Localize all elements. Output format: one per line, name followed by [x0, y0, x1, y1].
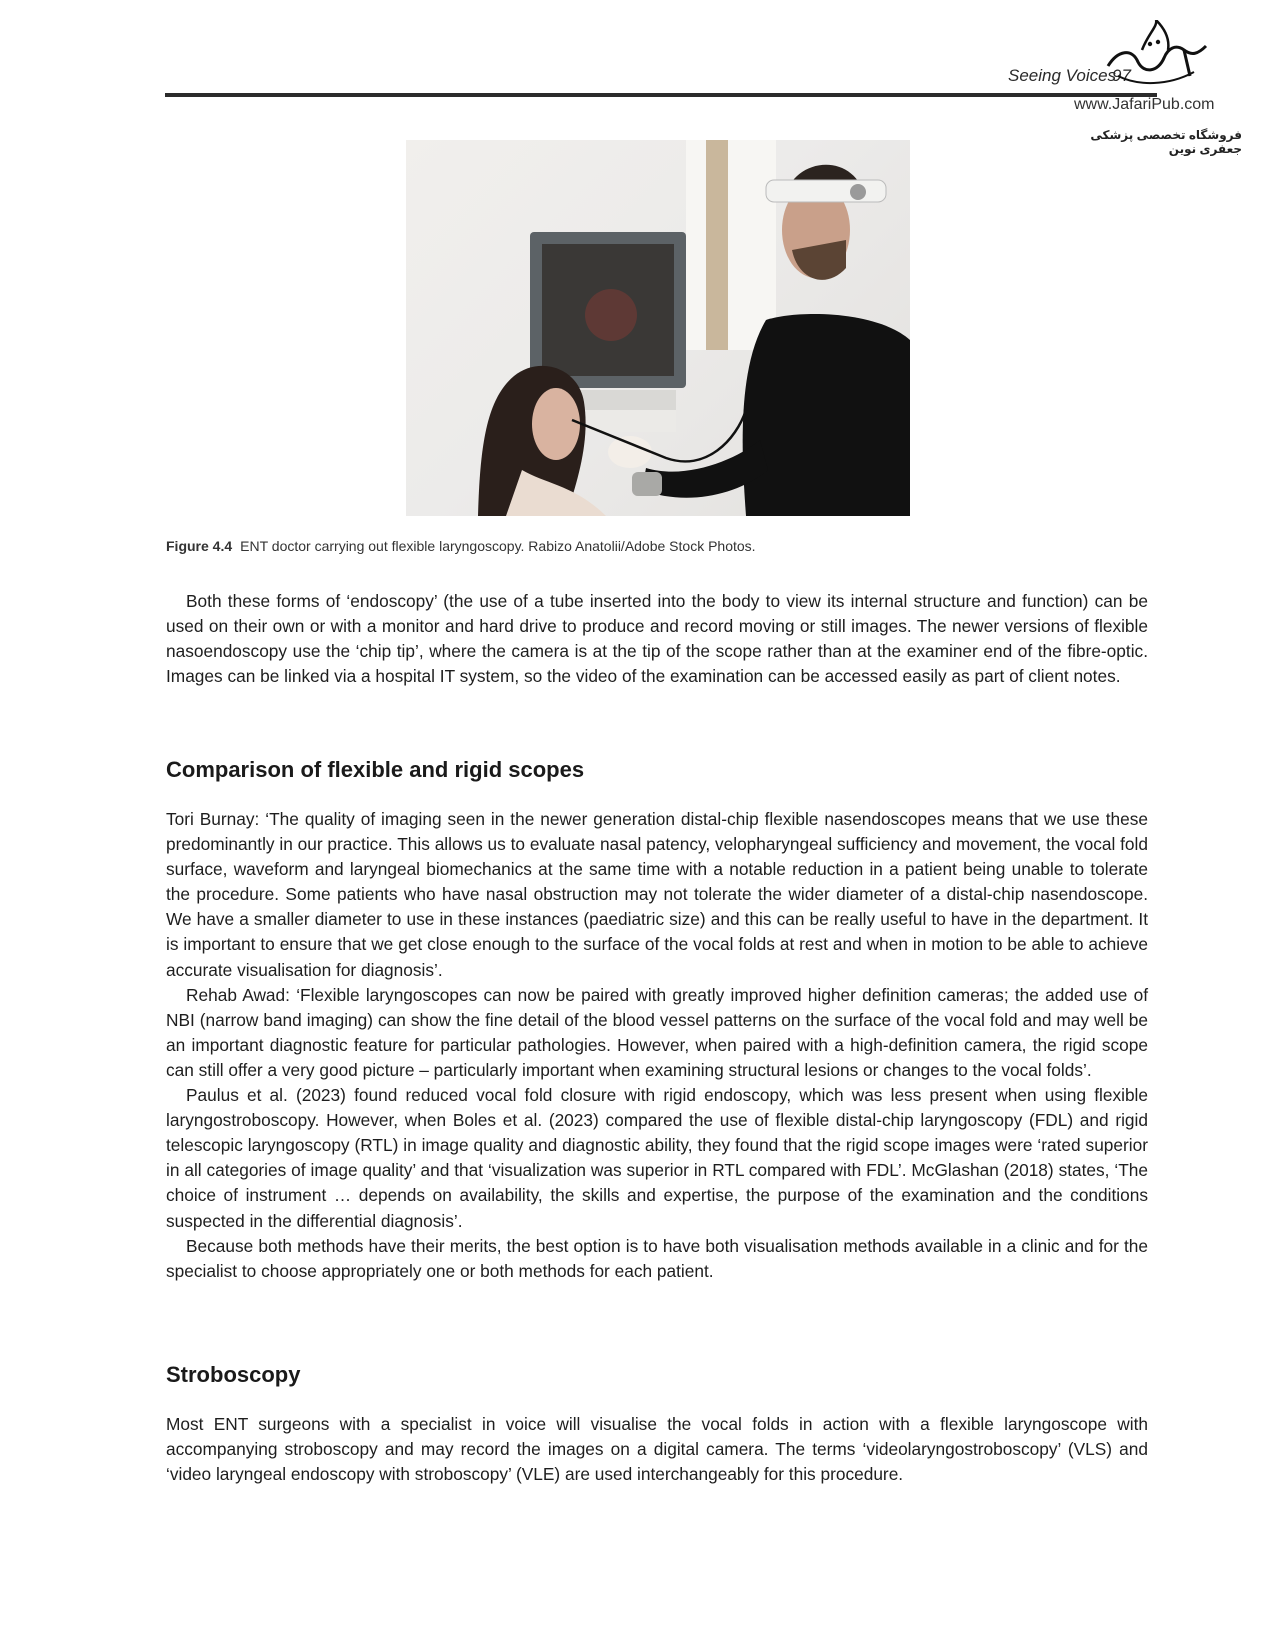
section-heading-comparison: Comparison of flexible and rigid scopes — [166, 757, 585, 782]
section2-text — [166, 1412, 1148, 1487]
publisher-logo-icon — [1098, 20, 1214, 90]
figure-photo — [406, 140, 910, 516]
header-rule — [165, 93, 1157, 97]
watermark-url: www.JafariPub.com — [1074, 96, 1215, 113]
section1-paragraph-2: Rehab Awad: ‘Flexible laryngoscopes can now be paired with greatly improved higher definition cameras; the added use of NBI (narrow band imaging) can show the fine detail of the blood vessel patterns on the surface of the vocal fold and may well be an important diagnostic feature for particular pathologies. However, when paired with a high-definition camera, the rigid scope can still offer a very good picture – particularly important when examining structural lesions or changes to the vocal folds’. — [166, 984, 1148, 1080]
section-heading-stroboscopy: Stroboscopy — [166, 1362, 301, 1387]
section1-paragraph-4: Because both methods have their merits, the best option is to have both visualisation methods available in a clinic and for the specialist to choose appropriately one or both methods for each patient. — [166, 1235, 1148, 1281]
figure-caption — [166, 538, 756, 554]
intro-paragraph-block — [166, 589, 1148, 689]
figure-caption-text: ENT doctor carrying out flexible laryngoscopy. Rabizo Anatolii/Adobe Stock Photos. — [240, 538, 756, 554]
watermark-store: فروشگاه تخصصی پزشکی جعفری نوین — [1090, 128, 1242, 156]
intro-paragraph: Both these forms of ‘endoscopy’ (the use of a tube inserted into the body to view its internal structure and function) can be used on their own or with a monitor and hard drive to produce and record moving or still images. The newer versions of flexible nasoendoscopy use the ‘chip tip’, where the camera is at the tip of the scope rather than at the examiner end of the fibre-optic. Images can be linked via a hospital IT system, so the video of the examination can be accessed easily as part of client notes. — [166, 591, 1148, 687]
section2-paragraph: Most ENT surgeons with a specialist in voice will visualise the vocal folds in action with a flexible laryngoscope with accompanying stroboscopy and may record the images on a digital camera. The terms ‘videolaryngostroboscopy’ (VLS) and ‘video laryngeal endoscopy with stroboscopy’ (VLE) are used interchangeably for this procedure. — [166, 1414, 1148, 1485]
section1-paragraph-3: Paulus et al. (2023) found reduced vocal fold closure with rigid endoscopy, which was less present when using flexible laryngostroboscopy. However, when Boles et al. (2023) compared the use of flexible distal-chip laryngoscopy (FDL) and rigid telescopic laryngoscopy (RTL) in image quality and diagnostic ability, they found that the rigid scope images were ‘rated superior in all categories of image quality’ and that ‘visualization was superior in RTL compared with FDL’. McGlashan (2018) states, ‘The choice of instrument … depends on availability, the skills and expertise, the purpose of the examination and the conditions suspected in the differential diagnosis’. — [166, 1085, 1148, 1231]
section1-paragraph-1: Tori Burnay: ‘The quality of imaging seen in the newer generation distal-chip flexible nasendoscopes means that we use these predominantly in our practice. This allows us to evaluate nasal patency, velopharyngeal sufficiency and movement, the vocal fold surface, waveform and laryngeal biomechanics at the same time with a notable reduction in a patient being unable to tolerate the procedure. Some patients who have nasal obstruction may not tolerate the wider diameter of a distal-chip nasendoscope. We have a smaller diameter to use in these instances (paediatric size) and this can be really useful to have in the department. It is important to ensure that we get close enough to the surface of the vocal folds at rest and when in motion to be able to achieve accurate visualisation for diagnosis’. — [166, 809, 1148, 980]
section1-text — [166, 807, 1148, 1284]
running-head: Seeing Voices — [1008, 66, 1117, 85]
page-number: 97 — [1112, 66, 1131, 85]
figure-label: Figure 4.4 — [166, 538, 233, 554]
